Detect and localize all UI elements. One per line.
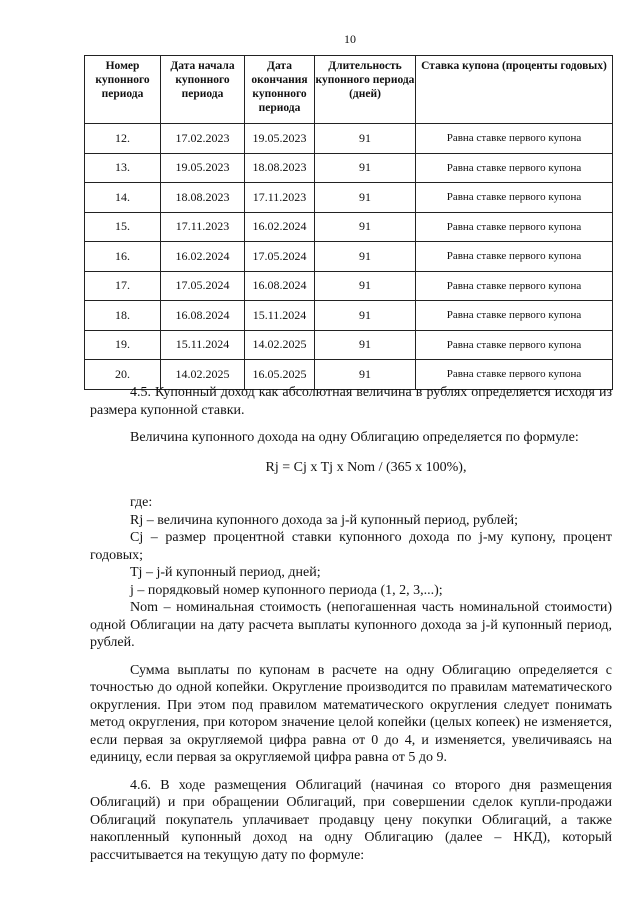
paragraph-rounding: Сумма выплаты по купонам в расчете на одну Облигацию определяется с точностью до одной копейки. Округление производится по правилам математического округления. При этом под правилом математического округления следует понимать метод округления, при котором значение целой копейки (целых копеек) не изменяется, если первая за округляемой цифра равна от 0 до 4, и изменяется, увеличиваясь на единицу, если первая за округляемой цифра равна от 5 до 9. xyxy=(90,662,612,765)
formula-intro: Величина купонного дохода на одну Облигацию определяется по формуле: xyxy=(130,430,579,445)
definition-rj: Rj – величина купонного дохода за j-й купонный период, рублей; xyxy=(130,512,519,528)
definition-j: j – порядковый номер купонного периода (1, 2, 3,...); xyxy=(130,582,443,598)
coupon-formula: Rj = Cj x Tj x Nom / (365 x 100%), xyxy=(265,459,467,475)
table-header-row xyxy=(85,56,613,124)
where-label: где: xyxy=(130,495,153,510)
cell-end-date: 18.08.2023 xyxy=(245,153,315,183)
cell-duration: 91 xyxy=(315,301,416,331)
header-end-date: Дата окончания купонного периода xyxy=(245,56,315,124)
cell-end-date: 17.11.2023 xyxy=(245,183,315,213)
cell-start-date: 14.02.2025 xyxy=(161,360,245,390)
cell-end-date: 17.05.2024 xyxy=(245,242,315,272)
cell-start-date: 16.08.2024 xyxy=(161,301,245,331)
cell-coupon-rate: Равна ставке первого купона xyxy=(416,271,613,301)
table-row xyxy=(85,301,613,331)
definition-nom: Nom – номинальная стоимость (непогашенная часть номинальной стоимости) одной Облигации на дату расчета выплаты купонного дохода за j-й купонный период, рублей. xyxy=(90,600,612,650)
paragraph-4-6: 4.6. В ходе размещения Облигаций (начиная со второго дня размещения Облигаций) и при обращении Облигаций, при совершении сделок купли-продажи Облигаций покупатель уплачивает продавцу цену покупки Облигаций, а также накопленный купонный доход на одну Облигацию (далее – НКД), который рассчитывается на текущую дату по формуле: xyxy=(90,777,612,863)
cell-duration: 91 xyxy=(315,153,416,183)
cell-period-number: 15. xyxy=(85,212,161,242)
table-row xyxy=(85,153,613,183)
cell-period-number: 14. xyxy=(85,183,161,213)
table-row xyxy=(85,242,613,272)
coupon-schedule-table xyxy=(84,55,613,390)
cell-period-number: 18. xyxy=(85,301,161,331)
header-coupon-rate: Ставка купона (проценты годовых) xyxy=(416,56,613,124)
cell-start-date: 18.08.2023 xyxy=(161,183,245,213)
table-row xyxy=(85,183,613,213)
cell-period-number: 12. xyxy=(85,124,161,154)
cell-start-date: 17.02.2023 xyxy=(161,124,245,154)
header-duration: Длительность купонного периода (дней) xyxy=(315,56,416,124)
cell-start-date: 17.05.2024 xyxy=(161,271,245,301)
cell-coupon-rate: Равна ставке первого купона xyxy=(416,183,613,213)
table-row xyxy=(85,124,613,154)
cell-coupon-rate: Равна ставке первого купона xyxy=(416,124,613,154)
definition-tj: Tj – j-й купонный период, дней; xyxy=(130,565,321,580)
cell-duration: 91 xyxy=(315,330,416,360)
body-text xyxy=(90,384,612,864)
paragraph-4-5: 4.5. Купонный доход как абсолютная величина в рублях определяется исходя из размера купонной ставки. xyxy=(90,385,612,418)
cell-coupon-rate: Равна ставке первого купона xyxy=(416,330,613,360)
cell-coupon-rate: Равна ставке первого купона xyxy=(416,301,613,331)
cell-end-date: 16.02.2024 xyxy=(245,212,315,242)
cell-duration: 91 xyxy=(315,360,416,390)
cell-end-date: 16.05.2025 xyxy=(245,360,315,390)
header-start-date: Дата начала купонного периода xyxy=(161,56,245,124)
cell-duration: 91 xyxy=(315,212,416,242)
header-period-number: Номер купонного периода xyxy=(85,56,161,124)
page-number: 10 xyxy=(344,32,356,46)
cell-duration: 91 xyxy=(315,271,416,301)
cell-period-number: 19. xyxy=(85,330,161,360)
table-row xyxy=(85,330,613,360)
table-row xyxy=(85,271,613,301)
cell-start-date: 19.05.2023 xyxy=(161,153,245,183)
cell-end-date: 14.02.2025 xyxy=(245,330,315,360)
cell-end-date: 19.05.2023 xyxy=(245,124,315,154)
cell-start-date: 17.11.2023 xyxy=(161,212,245,242)
cell-start-date: 16.02.2024 xyxy=(161,242,245,272)
table-row xyxy=(85,212,613,242)
cell-coupon-rate: Равна ставке первого купона xyxy=(416,242,613,272)
cell-period-number: 20. xyxy=(85,360,161,390)
cell-period-number: 17. xyxy=(85,271,161,301)
definition-cj: Cj – размер процентной ставки купонного дохода по j-му купону, процент годовых; xyxy=(90,530,612,563)
cell-end-date: 16.08.2024 xyxy=(245,271,315,301)
cell-coupon-rate: Равна ставке первого купона xyxy=(416,360,613,390)
cell-period-number: 16. xyxy=(85,242,161,272)
cell-coupon-rate: Равна ставке первого купона xyxy=(416,212,613,242)
cell-start-date: 15.11.2024 xyxy=(161,330,245,360)
cell-coupon-rate: Равна ставке первого купона xyxy=(416,153,613,183)
cell-period-number: 13. xyxy=(85,153,161,183)
cell-duration: 91 xyxy=(315,183,416,213)
cell-duration: 91 xyxy=(315,124,416,154)
cell-duration: 91 xyxy=(315,242,416,272)
cell-end-date: 15.11.2024 xyxy=(245,301,315,331)
